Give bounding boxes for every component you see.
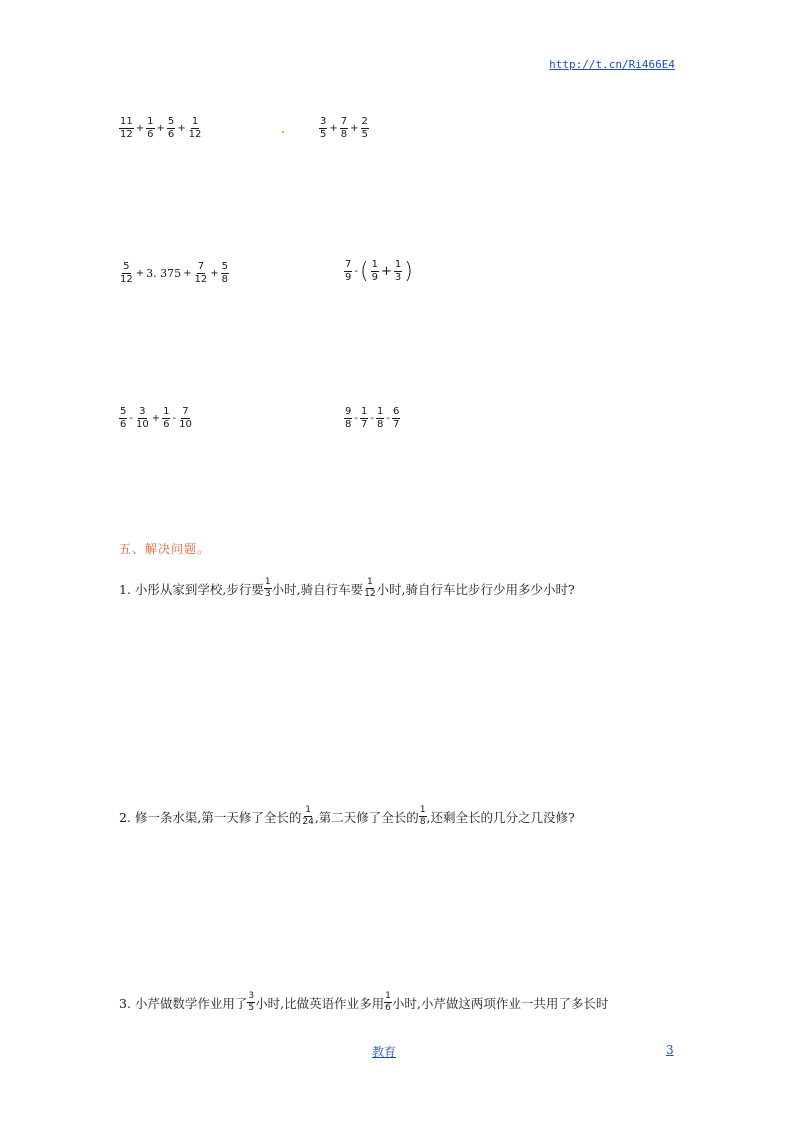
operator: +	[380, 264, 392, 279]
fraction	[119, 407, 127, 430]
fraction	[376, 407, 384, 430]
denominator: 7	[392, 419, 400, 430]
operator: +	[177, 123, 186, 134]
expression-1	[118, 117, 203, 140]
operator: -	[172, 413, 177, 424]
problem-text: 小时,比做英语作业多用	[255, 995, 385, 1011]
operator: -	[354, 413, 358, 424]
fraction	[344, 407, 352, 430]
problem-text: 2. 修一条水渠,第一天修了全长的	[119, 809, 302, 825]
operator: +	[183, 268, 192, 279]
numerator: 3	[248, 991, 255, 1001]
numerator: 1	[371, 259, 378, 270]
numerator: 2	[361, 116, 368, 127]
fraction	[340, 117, 348, 140]
fraction	[301, 806, 314, 827]
numerator: 7	[345, 259, 352, 270]
fraction	[360, 407, 368, 430]
operator: +	[210, 268, 219, 279]
operator: -	[354, 266, 358, 277]
denominator: 6	[385, 1003, 391, 1013]
operator: +	[350, 123, 359, 134]
denominator: 3	[394, 272, 402, 283]
numerator: 1	[360, 406, 368, 417]
fraction	[419, 806, 427, 827]
numerator: 5	[221, 261, 229, 272]
numerator: 7	[340, 116, 348, 127]
numerator: 9	[345, 406, 352, 417]
numerator: 3	[320, 116, 327, 127]
operator: +	[156, 123, 165, 134]
fraction	[247, 992, 255, 1013]
denominator: 12	[364, 589, 376, 599]
denominator: 9	[371, 272, 378, 283]
fraction	[162, 407, 170, 430]
numerator: 1	[394, 259, 402, 270]
denominator: 10	[135, 419, 149, 430]
operator: +	[135, 268, 145, 279]
denominator: 5	[248, 1003, 255, 1013]
denominator: 12	[188, 129, 202, 140]
word-problem-3	[119, 992, 608, 1013]
fraction	[135, 407, 150, 430]
fraction	[361, 117, 369, 140]
expression-2	[318, 117, 370, 140]
section-heading: 五、解决问题。	[119, 542, 211, 556]
numerator: 1	[419, 805, 426, 815]
operator: -	[370, 413, 374, 424]
numerator: 5	[123, 261, 130, 272]
problem-text: 小时,小芹做这两项作业一共用了多长时	[391, 995, 609, 1011]
operator: +	[151, 413, 161, 424]
numerator: 11	[120, 116, 133, 127]
denominator: 5	[320, 129, 327, 140]
operator: -	[386, 413, 390, 424]
fraction	[178, 407, 193, 430]
denominator: 8	[419, 817, 426, 827]
denominator: 12	[194, 274, 208, 285]
numerator: 3	[139, 406, 146, 417]
left-parenthesis: (	[359, 258, 369, 284]
fraction	[363, 578, 376, 599]
header-url-link[interactable]: http://t.cn/Ri466E4	[549, 58, 675, 71]
expression-6	[343, 407, 401, 430]
stray-dot-mark	[282, 131, 284, 133]
denominator: 6	[167, 129, 175, 140]
denominator: 9	[345, 272, 352, 283]
denominator: 3	[264, 589, 271, 599]
fraction	[188, 117, 203, 140]
numerator: 1	[385, 991, 391, 1001]
word-problem-1	[119, 578, 575, 599]
denominator: 12	[120, 274, 133, 285]
fraction	[319, 117, 327, 140]
operator: +	[135, 123, 145, 134]
fraction	[194, 262, 209, 285]
denominator: 5	[361, 129, 368, 140]
numerator: 7	[197, 261, 205, 272]
numerator: 1	[376, 406, 384, 417]
numerator: 7	[182, 406, 189, 417]
denominator: 12	[120, 129, 133, 140]
denominator: 6	[163, 419, 170, 430]
fraction	[344, 260, 352, 283]
denominator: 10	[179, 419, 192, 430]
numerator: 1	[147, 116, 154, 127]
numerator: 1	[191, 116, 199, 127]
problem-text: ,还剩全长的几分之几没修?	[426, 809, 575, 825]
denominator: 8	[340, 129, 348, 140]
word-problem-2	[119, 806, 575, 827]
fraction	[384, 992, 392, 1013]
numerator: 1	[305, 805, 311, 815]
problem-text: 1. 小彤从家到学校,步行要	[119, 581, 264, 597]
fraction	[392, 407, 400, 430]
expression-4	[343, 260, 414, 283]
fraction	[167, 117, 175, 140]
decimal-number: 3. 375	[146, 267, 182, 280]
numerator: 6	[392, 406, 400, 417]
fraction	[371, 260, 379, 283]
denominator: 7	[360, 419, 368, 430]
numerator: 1	[264, 577, 271, 587]
numerator: 5	[120, 406, 127, 417]
problem-text: 小时,骑自行车比步行少用多少小时?	[376, 581, 575, 597]
operator: +	[329, 123, 338, 134]
fraction	[264, 578, 272, 599]
denominator: 24	[302, 817, 314, 827]
denominator: 6	[147, 129, 154, 140]
denominator: 8	[376, 419, 384, 430]
fraction	[146, 117, 154, 140]
expression-5	[118, 407, 194, 430]
denominator: 6	[120, 419, 127, 430]
problem-text: ,第二天修了全长的	[314, 809, 419, 825]
right-parenthesis: )	[404, 258, 413, 284]
page-number[interactable]: 3	[666, 1043, 674, 1057]
denominator: 8	[221, 274, 229, 285]
problem-text: 小时,骑自行车要	[271, 581, 364, 597]
fraction	[119, 262, 134, 285]
expression-3	[118, 262, 230, 285]
denominator: 8	[345, 419, 352, 430]
fraction	[119, 117, 134, 140]
numerator: 5	[167, 116, 175, 127]
numerator: 1	[366, 577, 373, 587]
numerator: 1	[163, 406, 170, 417]
operator: -	[129, 413, 133, 424]
problem-text: 3. 小芹做数学作业用了	[119, 995, 248, 1011]
fraction	[221, 262, 229, 285]
fraction	[394, 260, 402, 283]
footer-link[interactable]: 教育	[372, 1045, 397, 1059]
